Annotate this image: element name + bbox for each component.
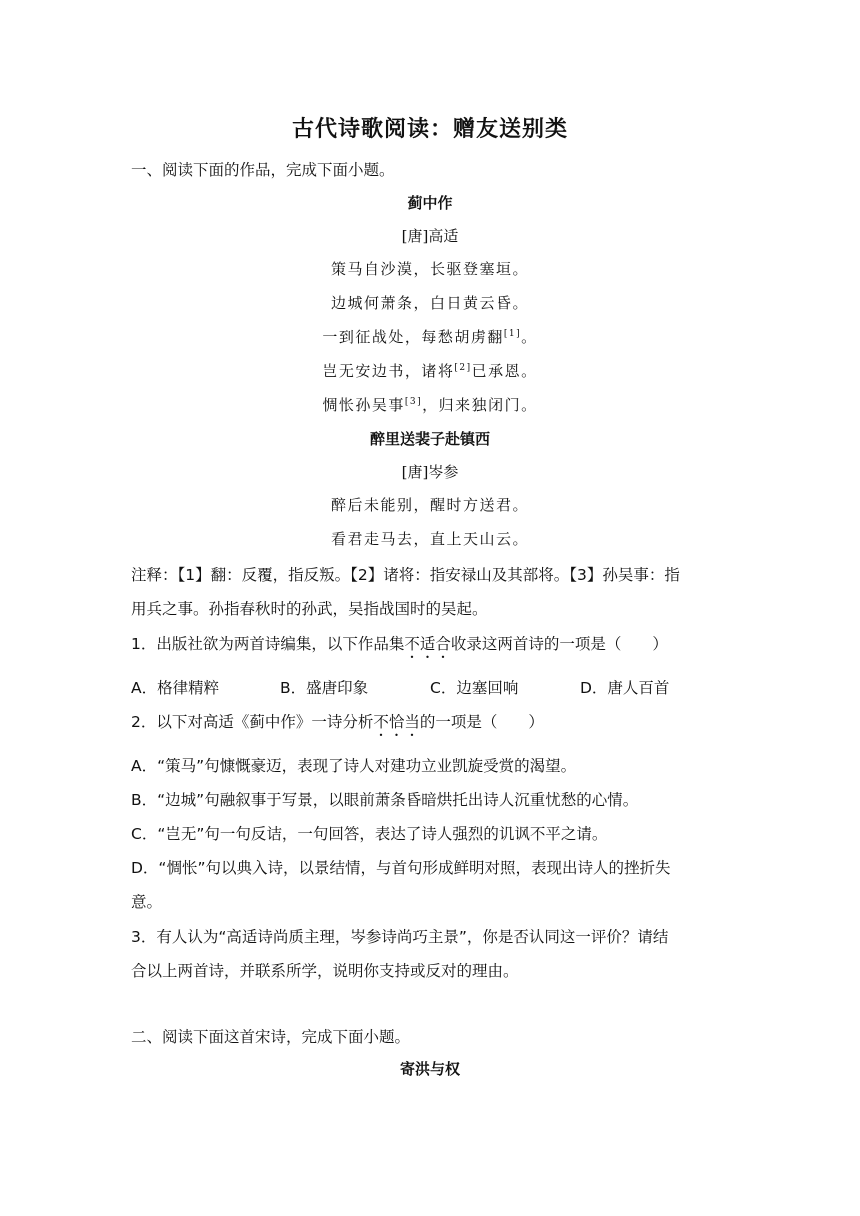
section2-poem-title: 寄洪与权	[399, 1060, 460, 1078]
section2-heading: 二、阅读下面这首宋诗，完成下面小题。	[131, 1028, 411, 1046]
emphasis-text: 不适合	[404, 635, 451, 653]
poem1-line-2: 边城何萧条，白日黄云昏。	[330, 294, 529, 312]
q1-option-d: D．唐人百首	[580, 679, 670, 697]
page-title: 古代诗歌阅读：赠友送别类	[291, 117, 568, 142]
question-3-line-1: 3．有人认为“高适诗尚质主理，岑参诗尚巧主景”，你是否认同这一评价？请结	[131, 928, 669, 946]
q1-option-c: C．边塞回响	[430, 679, 519, 697]
q2-option-b: B．“边城”句融叙事于写景，以眼前萧条昏暗烘托出诗人沉重忧愁的心情。	[131, 791, 639, 809]
q2-option-a: A．“策马”句慷慨豪迈，表现了诗人对建功立业凯旋受赏的渴望。	[131, 757, 577, 775]
notes-line-1: 注释：【1】翻：反覆，指反叛。【2】诸将：指安禄山及其部将。【3】孙吴事：指	[131, 566, 680, 584]
poem1-line-5: 惆怅孙吴事[3]，归来独闭门。	[322, 396, 538, 414]
footnote-ref-3: [3]	[404, 397, 423, 407]
poem2-author: [唐]岑参	[401, 463, 459, 481]
question-3-line-2: 合以上两首诗，并联系所学，说明你支持或反对的理由。	[131, 962, 519, 980]
q2-option-c: C．“岂无”句一句反诘，一句回答，表达了诗人强烈的讥讽不平之请。	[131, 825, 608, 843]
question-2: 2．以下对高适《蓟中作》一诗分析不恰当的一项是（ ）	[131, 713, 544, 731]
poem2-line-2: 看君走马去，直上天山云。	[330, 530, 529, 548]
section1-heading: 一、阅读下面的作品，完成下面小题。	[131, 161, 395, 179]
poem1-line-3: 一到征战处，每愁胡虏翻[1]。	[322, 328, 538, 346]
poem2-title: 醉里送裴子赴镇西	[369, 430, 490, 448]
q1-option-b: B．盛唐印象	[280, 679, 369, 697]
emphasis-text: 不恰当	[373, 713, 420, 731]
poem1-title: 蓟中作	[407, 194, 453, 212]
poem1-author: [唐]高适	[401, 227, 459, 245]
q2-option-d: D．“惆怅”句以典入诗，以景结情，与首句形成鲜明对照，表现出诗人的挫折失	[131, 859, 671, 877]
question-1: 1．出版社欲为两首诗编集，以下作品集不适合收录这两首诗的一项是（ ）	[131, 635, 668, 653]
poem1-line-1: 策马自沙漠，长驱登塞垣。	[330, 260, 529, 278]
notes-line-2: 用兵之事。孙指春秋时的孙武，吴指战国时的吴起。	[131, 600, 488, 618]
footnote-ref-1: [1]	[503, 329, 522, 339]
footnote-ref-2: [2]	[454, 363, 472, 373]
q2-option-d-cont: 意。	[131, 893, 163, 911]
poem2-line-1: 醉后未能别，醒时方送君。	[330, 496, 529, 514]
q1-option-a: A．格律精粹	[131, 679, 220, 697]
poem1-line-4: 岂无安边书，诸将[2]已承恩。	[322, 362, 538, 380]
